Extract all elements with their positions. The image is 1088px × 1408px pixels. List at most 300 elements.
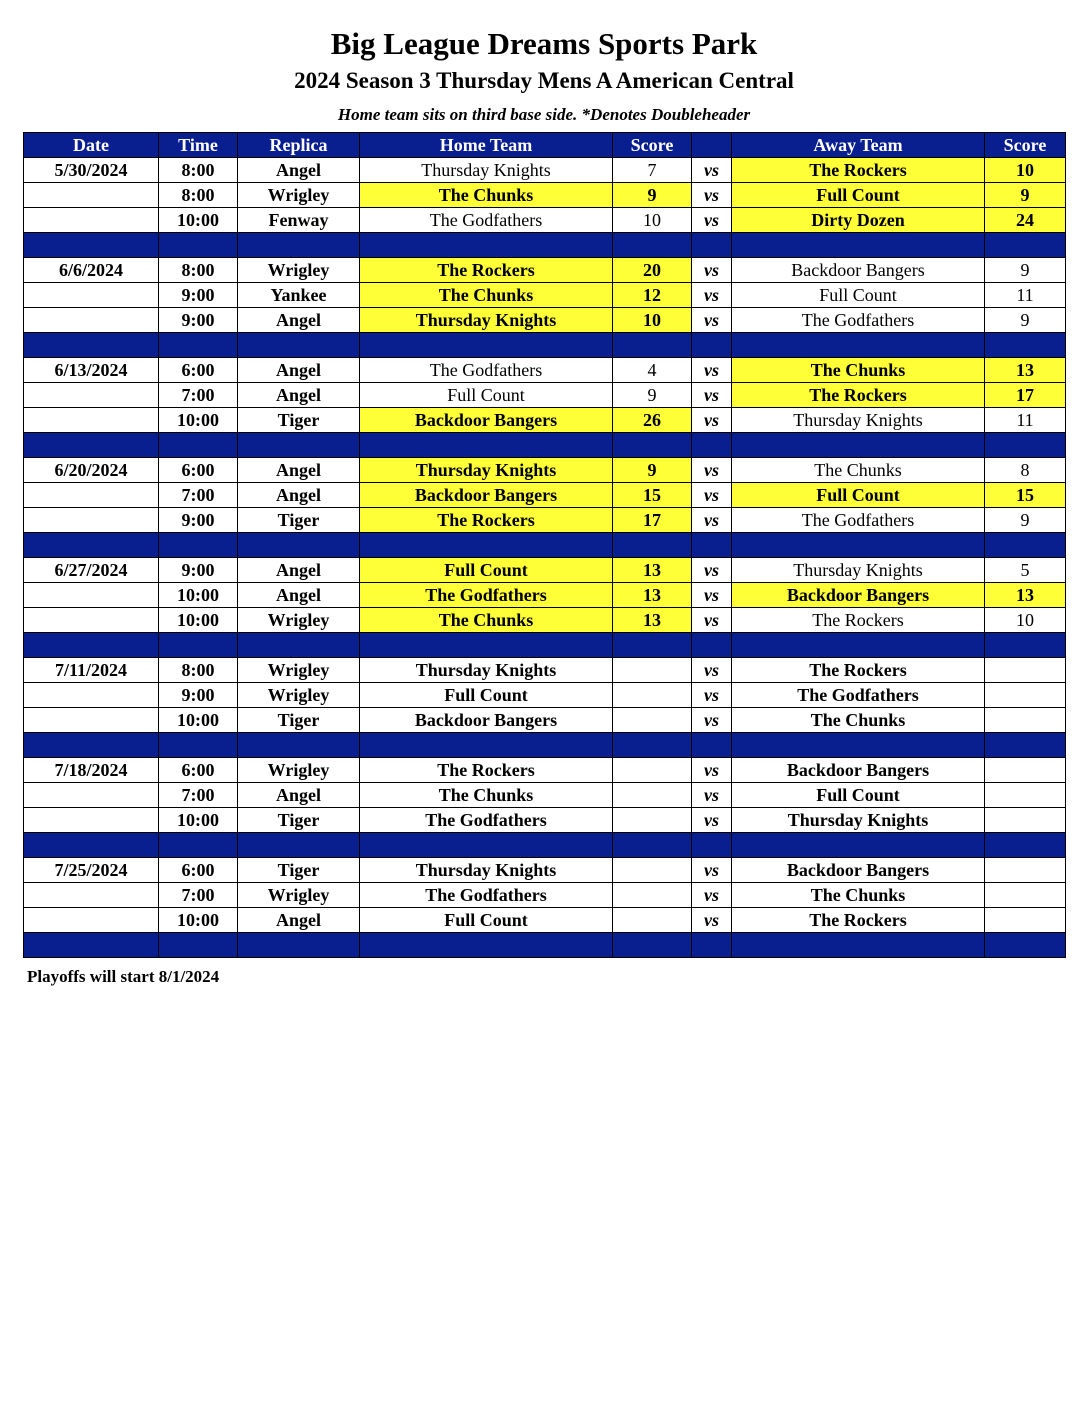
schedule-table: [23, 132, 1066, 958]
away-team-cell: The Chunks: [732, 458, 985, 483]
time-cell: 10:00: [159, 708, 238, 733]
away-team-cell: The Chunks: [732, 358, 985, 383]
away-team-cell: Full Count: [732, 283, 985, 308]
replica-cell: Wrigley: [238, 883, 360, 908]
away-team-cell: Thursday Knights: [732, 808, 985, 833]
home-team-cell: Full Count: [360, 558, 613, 583]
away-score-cell: [985, 683, 1066, 708]
separator-cell: [24, 533, 159, 558]
away-score-cell: 9: [985, 508, 1066, 533]
away-team-cell: Backdoor Bangers: [732, 583, 985, 608]
page-title: Big League Dreams Sports Park: [330, 26, 758, 61]
away-score-cell: 8: [985, 458, 1066, 483]
replica-cell: Tiger: [238, 708, 360, 733]
date-cell: [24, 183, 159, 208]
vs-cell: vs: [692, 508, 732, 533]
date-cell: [24, 608, 159, 633]
separator-cell: [732, 233, 985, 258]
home-team-cell: The Godfathers: [360, 358, 613, 383]
separator-cell: [360, 433, 613, 458]
col-replica: Replica: [238, 133, 360, 158]
away-team-cell: Full Count: [732, 183, 985, 208]
time-cell: 7:00: [159, 383, 238, 408]
separator-cell: [613, 933, 692, 958]
away-team-cell: Thursday Knights: [732, 558, 985, 583]
home-team-cell: The Rockers: [360, 758, 613, 783]
home-team-cell: Full Count: [360, 383, 613, 408]
separator-cell: [613, 833, 692, 858]
separator-cell: [360, 733, 613, 758]
home-team-cell: The Godfathers: [360, 808, 613, 833]
separator-cell: [692, 833, 732, 858]
home-team-cell: Full Count: [360, 908, 613, 933]
replica-cell: Wrigley: [238, 683, 360, 708]
home-score-cell: [613, 758, 692, 783]
replica-cell: Angel: [238, 783, 360, 808]
time-cell: 10:00: [159, 808, 238, 833]
away-score-cell: 10: [985, 608, 1066, 633]
date-cell: 5/30/2024: [24, 158, 159, 183]
date-cell: 6/20/2024: [24, 458, 159, 483]
away-score-cell: 17: [985, 383, 1066, 408]
replica-cell: Wrigley: [238, 658, 360, 683]
replica-cell: Angel: [238, 158, 360, 183]
game-row: [24, 783, 1066, 808]
vs-cell: vs: [692, 683, 732, 708]
vs-cell: vs: [692, 358, 732, 383]
home-team-note: Home team sits on third base side. *Denotes Doubleheader: [337, 105, 751, 124]
week-separator: [24, 833, 1066, 858]
away-team-cell: The Godfathers: [732, 308, 985, 333]
away-team-cell: The Rockers: [732, 658, 985, 683]
replica-cell: Wrigley: [238, 183, 360, 208]
game-row: [24, 158, 1066, 183]
separator-cell: [692, 733, 732, 758]
separator-cell: [24, 233, 159, 258]
separator-cell: [613, 733, 692, 758]
away-score-cell: 13: [985, 358, 1066, 383]
time-cell: 8:00: [159, 183, 238, 208]
separator-cell: [732, 733, 985, 758]
separator-cell: [360, 833, 613, 858]
home-score-cell: [613, 658, 692, 683]
away-score-cell: [985, 783, 1066, 808]
away-score-cell: 13: [985, 583, 1066, 608]
separator-cell: [692, 533, 732, 558]
separator-cell: [360, 233, 613, 258]
replica-cell: Tiger: [238, 508, 360, 533]
date-cell: 7/11/2024: [24, 658, 159, 683]
vs-cell: vs: [692, 383, 732, 408]
separator-cell: [985, 533, 1066, 558]
week-separator: [24, 333, 1066, 358]
col-date: Date: [24, 133, 159, 158]
game-row: [24, 883, 1066, 908]
game-row: [24, 483, 1066, 508]
date-cell: [24, 683, 159, 708]
home-score-cell: 7: [613, 158, 692, 183]
vs-cell: vs: [692, 708, 732, 733]
replica-cell: Wrigley: [238, 758, 360, 783]
time-cell: 7:00: [159, 783, 238, 808]
time-cell: 6:00: [159, 458, 238, 483]
date-cell: [24, 408, 159, 433]
date-cell: [24, 208, 159, 233]
time-cell: 9:00: [159, 308, 238, 333]
vs-cell: vs: [692, 908, 732, 933]
separator-cell: [24, 833, 159, 858]
date-cell: [24, 583, 159, 608]
game-row: [24, 508, 1066, 533]
separator-cell: [613, 433, 692, 458]
replica-cell: Wrigley: [238, 258, 360, 283]
separator-cell: [360, 633, 613, 658]
col-away-team: Away Team: [732, 133, 985, 158]
separator-cell: [159, 633, 238, 658]
home-score-cell: [613, 808, 692, 833]
game-row: [24, 283, 1066, 308]
home-team-cell: Thursday Knights: [360, 658, 613, 683]
home-score-cell: 12: [613, 283, 692, 308]
vs-cell: vs: [692, 208, 732, 233]
home-team-cell: Thursday Knights: [360, 158, 613, 183]
away-score-cell: [985, 858, 1066, 883]
separator-cell: [732, 833, 985, 858]
time-cell: 10:00: [159, 608, 238, 633]
separator-cell: [732, 533, 985, 558]
separator-cell: [613, 633, 692, 658]
replica-cell: Angel: [238, 308, 360, 333]
separator-cell: [692, 433, 732, 458]
game-row: [24, 183, 1066, 208]
date-cell: [24, 283, 159, 308]
replica-cell: Tiger: [238, 808, 360, 833]
vs-cell: vs: [692, 883, 732, 908]
home-team-cell: Backdoor Bangers: [360, 708, 613, 733]
game-row: [24, 858, 1066, 883]
game-row: [24, 758, 1066, 783]
separator-cell: [985, 233, 1066, 258]
vs-cell: vs: [692, 858, 732, 883]
home-score-cell: 26: [613, 408, 692, 433]
date-cell: [24, 883, 159, 908]
date-cell: [24, 808, 159, 833]
home-score-cell: 17: [613, 508, 692, 533]
home-team-cell: The Chunks: [360, 783, 613, 808]
replica-cell: Angel: [238, 558, 360, 583]
time-cell: 8:00: [159, 658, 238, 683]
game-row: [24, 558, 1066, 583]
schedule-body: [24, 158, 1066, 958]
away-team-cell: Full Count: [732, 483, 985, 508]
home-score-cell: [613, 683, 692, 708]
replica-cell: Fenway: [238, 208, 360, 233]
week-separator: [24, 433, 1066, 458]
separator-cell: [985, 933, 1066, 958]
home-score-cell: [613, 783, 692, 808]
separator-cell: [692, 333, 732, 358]
vs-cell: vs: [692, 483, 732, 508]
separator-cell: [985, 433, 1066, 458]
time-cell: 6:00: [159, 758, 238, 783]
date-cell: [24, 908, 159, 933]
separator-cell: [238, 433, 360, 458]
game-row: [24, 258, 1066, 283]
time-cell: 7:00: [159, 483, 238, 508]
vs-cell: vs: [692, 183, 732, 208]
replica-cell: Tiger: [238, 408, 360, 433]
home-team-cell: Backdoor Bangers: [360, 483, 613, 508]
home-score-cell: 9: [613, 383, 692, 408]
separator-cell: [238, 333, 360, 358]
home-team-cell: The Chunks: [360, 183, 613, 208]
home-score-cell: 13: [613, 558, 692, 583]
time-cell: 10:00: [159, 408, 238, 433]
time-cell: 7:00: [159, 883, 238, 908]
home-team-cell: The Godfathers: [360, 208, 613, 233]
separator-cell: [692, 933, 732, 958]
vs-cell: vs: [692, 408, 732, 433]
separator-cell: [159, 233, 238, 258]
home-team-cell: Full Count: [360, 683, 613, 708]
home-score-cell: 9: [613, 458, 692, 483]
vs-cell: vs: [692, 558, 732, 583]
time-cell: 8:00: [159, 258, 238, 283]
away-score-cell: 9: [985, 258, 1066, 283]
time-cell: 9:00: [159, 283, 238, 308]
home-score-cell: 20: [613, 258, 692, 283]
time-cell: 6:00: [159, 858, 238, 883]
vs-cell: vs: [692, 658, 732, 683]
game-row: [24, 358, 1066, 383]
separator-cell: [732, 933, 985, 958]
date-cell: 7/18/2024: [24, 758, 159, 783]
date-cell: [24, 483, 159, 508]
home-team-cell: Thursday Knights: [360, 858, 613, 883]
separator-cell: [159, 733, 238, 758]
away-team-cell: The Rockers: [732, 908, 985, 933]
home-team-cell: The Chunks: [360, 608, 613, 633]
separator-cell: [732, 433, 985, 458]
date-cell: [24, 383, 159, 408]
replica-cell: Angel: [238, 458, 360, 483]
date-cell: [24, 308, 159, 333]
away-score-cell: [985, 708, 1066, 733]
away-score-cell: 10: [985, 158, 1066, 183]
separator-cell: [985, 333, 1066, 358]
col-home-team: Home Team: [360, 133, 613, 158]
vs-cell: vs: [692, 758, 732, 783]
home-team-cell: Backdoor Bangers: [360, 408, 613, 433]
away-score-cell: [985, 883, 1066, 908]
separator-cell: [159, 933, 238, 958]
away-score-cell: 9: [985, 183, 1066, 208]
home-team-cell: The Rockers: [360, 508, 613, 533]
date-cell: [24, 508, 159, 533]
away-score-cell: 5: [985, 558, 1066, 583]
game-row: [24, 683, 1066, 708]
col-away-score: Score: [985, 133, 1066, 158]
replica-cell: Angel: [238, 358, 360, 383]
home-score-cell: [613, 883, 692, 908]
vs-cell: vs: [692, 458, 732, 483]
time-cell: 9:00: [159, 558, 238, 583]
col-home-score: Score: [613, 133, 692, 158]
home-team-cell: The Godfathers: [360, 583, 613, 608]
date-cell: 6/13/2024: [24, 358, 159, 383]
separator-cell: [732, 333, 985, 358]
week-separator: [24, 533, 1066, 558]
time-cell: 10:00: [159, 208, 238, 233]
away-team-cell: The Godfathers: [732, 683, 985, 708]
separator-cell: [238, 533, 360, 558]
away-team-cell: Thursday Knights: [732, 408, 985, 433]
home-team-cell: The Rockers: [360, 258, 613, 283]
game-row: [24, 908, 1066, 933]
vs-cell: vs: [692, 158, 732, 183]
separator-cell: [985, 633, 1066, 658]
separator-cell: [159, 833, 238, 858]
replica-cell: Angel: [238, 383, 360, 408]
home-team-cell: Thursday Knights: [360, 458, 613, 483]
replica-cell: Tiger: [238, 858, 360, 883]
away-team-cell: Dirty Dozen: [732, 208, 985, 233]
separator-cell: [159, 533, 238, 558]
home-score-cell: 13: [613, 608, 692, 633]
replica-cell: Wrigley: [238, 608, 360, 633]
game-row: [24, 658, 1066, 683]
home-team-cell: The Chunks: [360, 283, 613, 308]
date-cell: [24, 783, 159, 808]
game-row: [24, 383, 1066, 408]
vs-cell: vs: [692, 608, 732, 633]
page-subtitle: 2024 Season 3 Thursday Mens A American Central: [294, 68, 794, 93]
week-separator: [24, 733, 1066, 758]
separator-cell: [613, 233, 692, 258]
separator-cell: [24, 333, 159, 358]
separator-cell: [360, 933, 613, 958]
game-row: [24, 308, 1066, 333]
vs-cell: vs: [692, 283, 732, 308]
away-team-cell: The Rockers: [732, 158, 985, 183]
away-team-cell: Backdoor Bangers: [732, 258, 985, 283]
game-row: [24, 208, 1066, 233]
game-row: [24, 458, 1066, 483]
game-row: [24, 608, 1066, 633]
game-row: [24, 808, 1066, 833]
game-row: [24, 708, 1066, 733]
week-separator: [24, 233, 1066, 258]
away-score-cell: [985, 808, 1066, 833]
separator-cell: [732, 633, 985, 658]
separator-cell: [692, 233, 732, 258]
playoffs-note: Playoffs will start 8/1/2024: [27, 967, 220, 986]
separator-cell: [24, 733, 159, 758]
col-vs: [692, 133, 732, 158]
header-row: [24, 133, 1066, 158]
time-cell: 10:00: [159, 583, 238, 608]
time-cell: 9:00: [159, 683, 238, 708]
separator-cell: [613, 333, 692, 358]
col-time: Time: [159, 133, 238, 158]
date-cell: 7/25/2024: [24, 858, 159, 883]
away-team-cell: Backdoor Bangers: [732, 758, 985, 783]
away-team-cell: The Chunks: [732, 883, 985, 908]
replica-cell: Angel: [238, 483, 360, 508]
date-cell: 6/27/2024: [24, 558, 159, 583]
time-cell: 9:00: [159, 508, 238, 533]
home-team-cell: Thursday Knights: [360, 308, 613, 333]
time-cell: 6:00: [159, 358, 238, 383]
date-cell: [24, 708, 159, 733]
separator-cell: [238, 933, 360, 958]
home-score-cell: 4: [613, 358, 692, 383]
game-row: [24, 408, 1066, 433]
separator-cell: [24, 933, 159, 958]
separator-cell: [24, 633, 159, 658]
separator-cell: [360, 533, 613, 558]
vs-cell: vs: [692, 583, 732, 608]
date-cell: 6/6/2024: [24, 258, 159, 283]
separator-cell: [238, 833, 360, 858]
time-cell: 8:00: [159, 158, 238, 183]
away-team-cell: The Godfathers: [732, 508, 985, 533]
away-score-cell: 11: [985, 408, 1066, 433]
away-team-cell: Backdoor Bangers: [732, 858, 985, 883]
home-score-cell: 15: [613, 483, 692, 508]
replica-cell: Angel: [238, 583, 360, 608]
away-team-cell: Full Count: [732, 783, 985, 808]
away-score-cell: 9: [985, 308, 1066, 333]
vs-cell: vs: [692, 258, 732, 283]
vs-cell: vs: [692, 308, 732, 333]
week-separator: [24, 933, 1066, 958]
home-score-cell: 13: [613, 583, 692, 608]
separator-cell: [24, 433, 159, 458]
separator-cell: [985, 733, 1066, 758]
separator-cell: [238, 233, 360, 258]
separator-cell: [238, 733, 360, 758]
away-score-cell: [985, 758, 1066, 783]
home-score-cell: 9: [613, 183, 692, 208]
away-team-cell: The Chunks: [732, 708, 985, 733]
away-team-cell: The Rockers: [732, 608, 985, 633]
vs-cell: vs: [692, 783, 732, 808]
replica-cell: Yankee: [238, 283, 360, 308]
separator-cell: [238, 633, 360, 658]
separator-cell: [159, 333, 238, 358]
home-score-cell: 10: [613, 208, 692, 233]
separator-cell: [692, 633, 732, 658]
home-score-cell: 10: [613, 308, 692, 333]
away-score-cell: 24: [985, 208, 1066, 233]
separator-cell: [613, 533, 692, 558]
separator-cell: [159, 433, 238, 458]
vs-cell: vs: [692, 808, 732, 833]
away-score-cell: [985, 658, 1066, 683]
home-score-cell: [613, 908, 692, 933]
separator-cell: [360, 333, 613, 358]
away-team-cell: The Rockers: [732, 383, 985, 408]
week-separator: [24, 633, 1066, 658]
away-score-cell: [985, 908, 1066, 933]
time-cell: 10:00: [159, 908, 238, 933]
away-score-cell: 15: [985, 483, 1066, 508]
replica-cell: Angel: [238, 908, 360, 933]
home-score-cell: [613, 858, 692, 883]
separator-cell: [985, 833, 1066, 858]
game-row: [24, 583, 1066, 608]
